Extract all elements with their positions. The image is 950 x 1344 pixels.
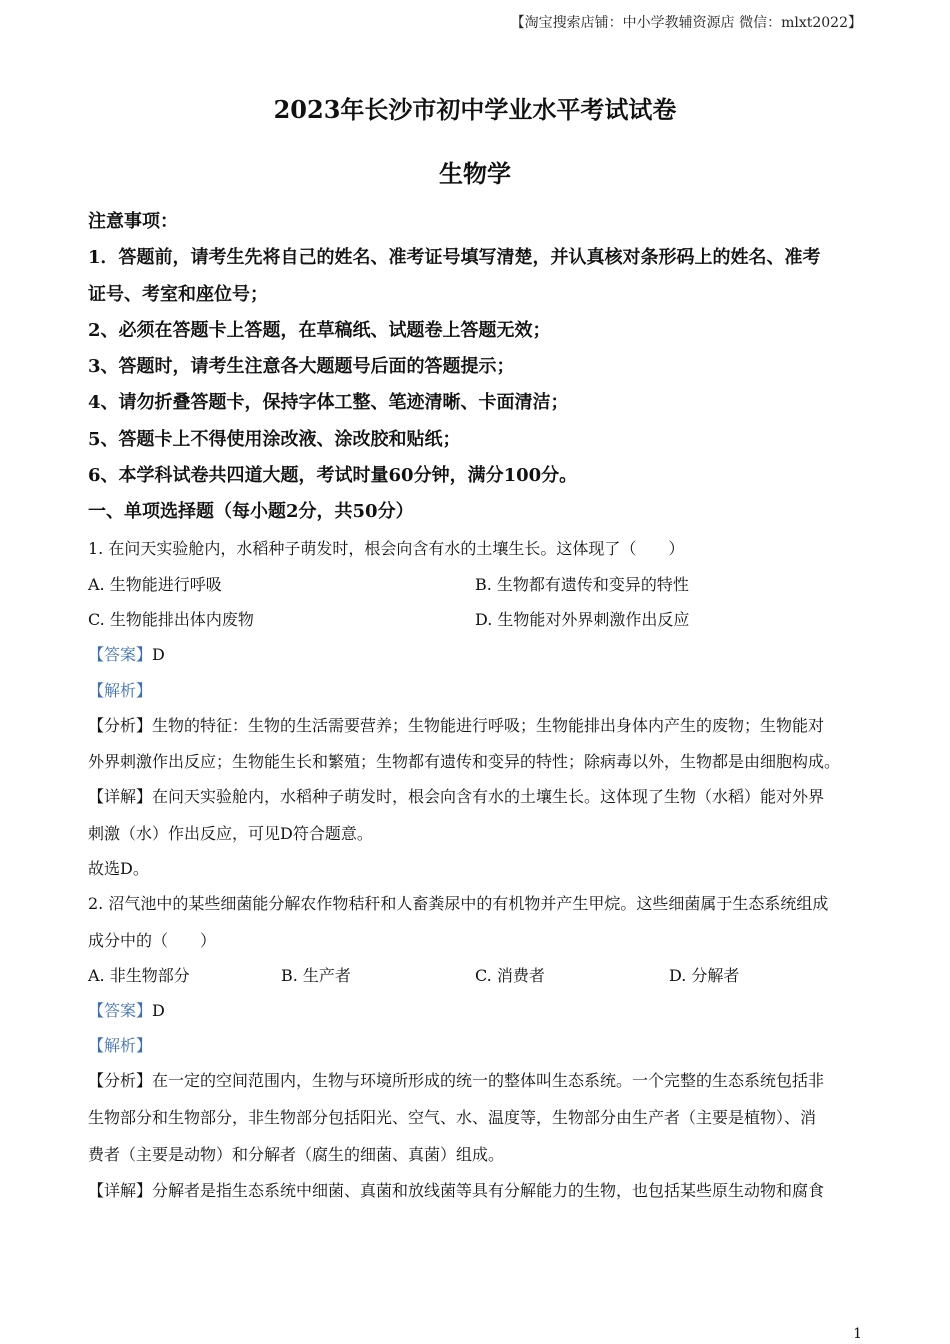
answer-tag: 【答案】 [88, 1001, 153, 1020]
q2-option-c: C. 消费者 [475, 966, 545, 985]
q2-xiangjie [88, 1181, 863, 1201]
notice-item: 6、本学科试卷共四道大题，考试时量60分钟，满分100分。 [88, 465, 578, 486]
q1-option-b: B. 生物都有遗传和变异的特性 [475, 575, 689, 594]
notice-heading: 注意事项： [88, 211, 178, 232]
page-number: 1 [853, 1326, 862, 1342]
q1-option-c: C. 生物能排出体内废物 [88, 610, 254, 629]
notice-item: 证号、考室和座位号； [88, 284, 268, 305]
section-heading: 一、单项选择题（每小题2分，共50分） [88, 501, 414, 522]
header-note: 【淘宝搜索店铺：中小学教辅资源店 微信：mlxt2022】 [510, 15, 862, 31]
q2-option-b: B. 生产者 [281, 966, 351, 985]
q1-analysis-tag: 【解析】 [88, 681, 153, 700]
page-subtitle: 生物学 [439, 159, 511, 188]
question-1-stem: 1. 在问天实验舱内，水稻种子萌发时，根会向含有水的土壤生长。这体现了（ ） [88, 539, 685, 558]
question-2-stem: 2. 沼气池中的某些细菌能分解农作物秸秆和人畜粪尿中的有机物并产生甲烷。这些细菌属于生态系统组成 [88, 894, 829, 913]
fenxi-text: 在一定的空间范围内，生物与环境所形成的统一的整体叫生态系统。一个完整的生态系统包括非 [152, 1071, 825, 1090]
q1-conclusion: 故选D。 [88, 859, 149, 878]
fenxi-text: 生物的特征：生物的生活需要营养；生物能进行呼吸；生物能排出身体内产生的废物；生物能对 [152, 716, 825, 735]
q1-option-a: A. 生物能进行呼吸 [88, 575, 222, 594]
q1-xiangjie [88, 787, 863, 807]
q2-analysis-tag: 【解析】 [88, 1036, 153, 1055]
answer-value: D [152, 1001, 165, 1020]
q2-answer [88, 1001, 863, 1021]
xiangjie-tag: 【详解】 [88, 787, 153, 806]
q1-option-d: D. 生物能对外界刺激作出反应 [475, 610, 690, 629]
q2-option-a: A. 非生物部分 [88, 966, 190, 985]
answer-value: D [152, 645, 165, 664]
q2-fenxi-line3: 费者（主要是动物）和分解者（腐生的细菌、真菌）组成。 [88, 1145, 505, 1164]
notice-item: 2、必须在答题卡上答题，在草稿纸、试题卷上答题无效； [88, 320, 551, 341]
xiangjie-text: 在问天实验舱内，水稻种子萌发时，根会向含有水的土壤生长。这体现了生物（水稻）能对外界 [152, 787, 825, 806]
q2-fenxi-line2: 生物部分和生物部分，非生物部分包括阳光、空气、水、温度等，生物部分由生产者（主要是植物）、消 [88, 1108, 817, 1127]
notice-item: 1．答题前，请考生先将自己的姓名、准考证号填写清楚，并认真核对条形码上的姓名、准考 [88, 247, 821, 268]
q1-fenxi-line2: 外界刺激作出反应；生物能生长和繁殖；生物都有遗传和变异的特性；除病毒以外，生物都是由细胞构成。 [88, 752, 841, 771]
fenxi-tag: 【分析】 [88, 716, 153, 735]
q2-option-d: D. 分解者 [669, 966, 740, 985]
notice-item: 5、答题卡上不得使用涂改液、涂改胶和贴纸； [88, 429, 461, 450]
xiangjie-text: 分解者是指生态系统中细菌、真菌和放线菌等具有分解能力的生物，也包括某些原生动物和腐食 [152, 1181, 825, 1200]
question-2-stem-line2: 成分中的（ ） [88, 931, 217, 950]
page-title: 2023年长沙市初中学业水平考试试卷 [273, 95, 677, 124]
q1-fenxi [88, 716, 863, 736]
q1-xiangjie-line2: 刺激（水）作出反应，可见D符合题意。 [88, 824, 373, 843]
xiangjie-tag: 【详解】 [88, 1181, 153, 1200]
q1-answer [88, 645, 863, 665]
fenxi-tag: 【分析】 [88, 1071, 153, 1090]
answer-tag: 【答案】 [88, 645, 153, 664]
notice-item: 3、答题时，请考生注意各大题题号后面的答题提示； [88, 356, 515, 377]
notice-item: 4、请勿折叠答题卡，保持字体工整、笔迹清晰、卡面清洁； [88, 392, 569, 413]
q2-fenxi [88, 1071, 863, 1091]
